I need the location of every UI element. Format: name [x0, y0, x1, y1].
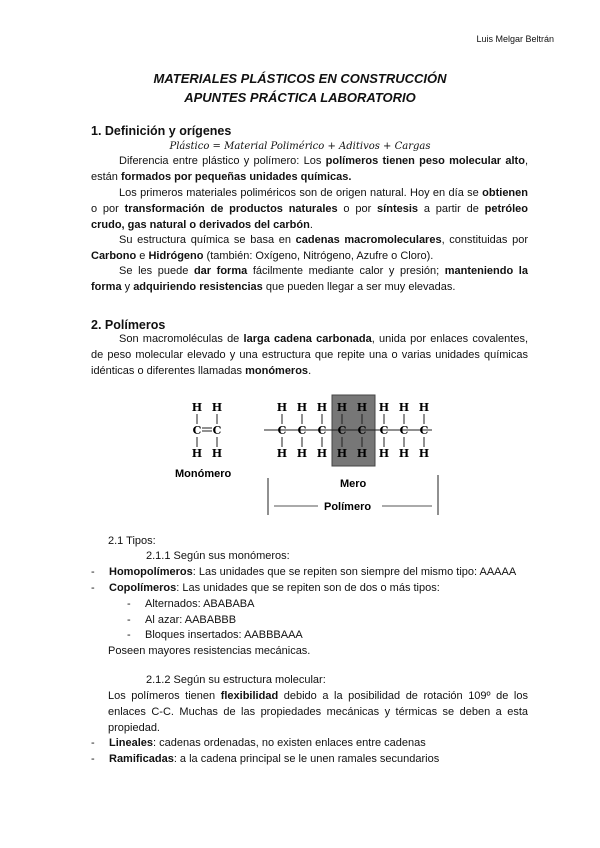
- mero-label: Mero: [340, 478, 367, 490]
- text: Los primeros materiales poliméricos son de origen natural. Hoy en día se: [119, 187, 483, 199]
- paragraph: [91, 332, 528, 379]
- bold-text: Homopolímeros: [109, 566, 193, 578]
- text: Son macromoléculas de: [119, 333, 244, 345]
- hydrogen-atom: H: [296, 401, 308, 414]
- paragraph: [91, 233, 528, 265]
- hydrogen-atom: H: [316, 447, 328, 460]
- text: Se les puede: [119, 265, 194, 277]
- bold-text: dar forma: [193, 265, 248, 277]
- hydrogen-atom: H: [378, 447, 390, 460]
- text: (también: Oxígeno, Nitrógeno, Azufre o Cloro).: [203, 249, 434, 262]
- hydrogen-atom: H: [316, 401, 328, 414]
- bold-text: cadenas macromoleculares: [295, 234, 442, 246]
- hydrogen-atom: H: [211, 401, 223, 414]
- list-item: - Lineales: cadenas ordenadas, no existen enlaces entre cadenas: [91, 737, 426, 749]
- carbon-atom: C: [399, 424, 409, 437]
- list-item: - Copolímeros: Las unidades que se repiten son de dos o más tipos:: [91, 582, 440, 594]
- text: Diferencia entre plástico y polímero: Los: [119, 155, 326, 167]
- text: debido a la posibilidad de rotación 109º de los enlaces C-C. Muchas de las propiedades mecánicas y térmicas se deben a esta propiedad.: [108, 690, 528, 734]
- carbon-atom: C: [277, 424, 287, 437]
- hydrogen-atom: H: [191, 401, 203, 414]
- carbon-atom: C: [419, 424, 429, 437]
- carbon-atom: C: [337, 424, 347, 437]
- subsection-heading: 2.1.2 Según su estructura molecular:: [146, 674, 326, 686]
- bold-text: manteniendo la forma: [91, 265, 528, 293]
- bold-text: obtienen: [482, 187, 528, 199]
- text: , están: [91, 155, 528, 183]
- bold-text: transformación de productos naturales: [124, 202, 338, 215]
- text: : Las unidades que se repiten son de dos o más tipos:: [176, 582, 440, 594]
- text: , unida por enlaces covalentes, de peso molecular elevado y una estructura que repite una o varias unidades químicas idénticas o diferentes llamadas: [91, 333, 529, 377]
- doc-title-line1: MATERIALES PLÁSTICOS EN CONSTRUCCIÓN: [153, 71, 447, 86]
- section-2-heading: 2. Polímeros: [91, 318, 166, 332]
- text: .: [308, 364, 312, 377]
- hydrogen-atom: H: [276, 401, 288, 414]
- hydrogen-atom: H: [191, 447, 203, 460]
- text: e: [136, 249, 149, 262]
- carbon-atom: C: [297, 424, 307, 437]
- hydrogen-atom: H: [336, 447, 348, 460]
- hydrogen-atom: H: [356, 401, 368, 414]
- section-1-heading: 1. Definición y orígenes: [91, 124, 232, 138]
- bold-text: larga cadena carbonada: [243, 333, 372, 345]
- carbon-atom: C: [317, 424, 327, 437]
- bold-text: Hidrógeno: [148, 249, 204, 262]
- list-item: - Bloques insertados: AABBBAAA: [127, 629, 303, 641]
- carbon-atom: C: [192, 424, 202, 437]
- monomer-polymer-diagram: [150, 390, 450, 520]
- list-item: - Homopolímeros: Las unidades que se repiten son siempre del mismo tipo: AAAAA: [91, 566, 517, 578]
- text: : a la cadena principal se le unen ramales secundarios: [173, 753, 440, 765]
- carbon-atom: C: [357, 424, 367, 437]
- hydrogen-atom: H: [336, 401, 348, 414]
- paragraph: [91, 154, 528, 186]
- hydrogen-atom: H: [356, 447, 368, 460]
- text: : Las unidades que se repiten son siempre del mismo tipo: AAAAA: [192, 566, 517, 578]
- bold-text: polímeros tienen peso molecular alto: [325, 155, 525, 167]
- text: Su estructura química se basa en: [119, 234, 296, 246]
- text: o por: [91, 202, 125, 215]
- paragraph: [91, 264, 528, 296]
- bold-text: petróleo crudo, gas natural o derivados del carbón: [91, 202, 529, 231]
- monomer-label: Monómero: [175, 468, 232, 480]
- bold-text: síntesis: [377, 202, 419, 215]
- polymer-label: Polímero: [324, 501, 372, 513]
- hydrogen-atom: H: [418, 401, 430, 414]
- hydrogen-atom: H: [398, 447, 410, 460]
- text: , constituidas por: [441, 234, 528, 246]
- hydrogen-atom: H: [276, 447, 288, 460]
- bold-text: formados por pequeñas unidades químicas.: [120, 170, 352, 183]
- plastic-formula: Plástico = Material Polimérico + Aditivos + Cargas: [169, 141, 431, 152]
- list-item: - Alternados: ABABABA: [127, 598, 255, 610]
- bold-text: adquiriendo resistencias: [133, 280, 263, 293]
- paragraph: [108, 689, 528, 736]
- bold-text: Ramificadas: [109, 753, 174, 765]
- bold-text: Lineales: [109, 737, 154, 749]
- text: .: [309, 218, 313, 231]
- bold-text: monómeros: [245, 364, 309, 377]
- text: fácilmente mediante calor y presión;: [247, 265, 445, 277]
- carbon-atom: C: [212, 424, 222, 437]
- bold-text: flexibilidad: [220, 690, 279, 702]
- carbon-atom: C: [379, 424, 389, 437]
- bold-text: Carbono: [91, 249, 137, 262]
- author-header: Luis Melgar Beltrán: [476, 34, 554, 44]
- types-heading: 2.1 Tipos:: [108, 535, 156, 547]
- paragraph: [91, 186, 528, 233]
- bold-text: Copolímeros: [109, 582, 177, 594]
- text: que pueden llegar a ser muy elevadas.: [262, 280, 456, 293]
- doc-title-line2: APUNTES PRÁCTICA LABORATORIO: [184, 90, 416, 105]
- hydrogen-atom: H: [398, 401, 410, 414]
- hydrogen-atom: H: [211, 447, 223, 460]
- text: o por: [337, 202, 378, 215]
- text: : cadenas ordenadas, no existen enlaces entre cadenas: [153, 737, 426, 749]
- hydrogen-atom: H: [296, 447, 308, 460]
- hydrogen-atom: H: [378, 401, 390, 414]
- hydrogen-atom: H: [418, 447, 430, 460]
- text: y: [121, 280, 134, 293]
- text: Los polímeros tienen: [108, 690, 221, 702]
- note: Poseen mayores resistencias mecánicas.: [108, 645, 311, 657]
- list-item: - Al azar: AABABBB: [127, 614, 237, 626]
- list-item: - Ramificadas: a la cadena principal se le unen ramales secundarios: [91, 753, 440, 765]
- subsection-heading: 2.1.1 Según sus monómeros:: [146, 550, 290, 562]
- text: a partir de: [418, 202, 485, 215]
